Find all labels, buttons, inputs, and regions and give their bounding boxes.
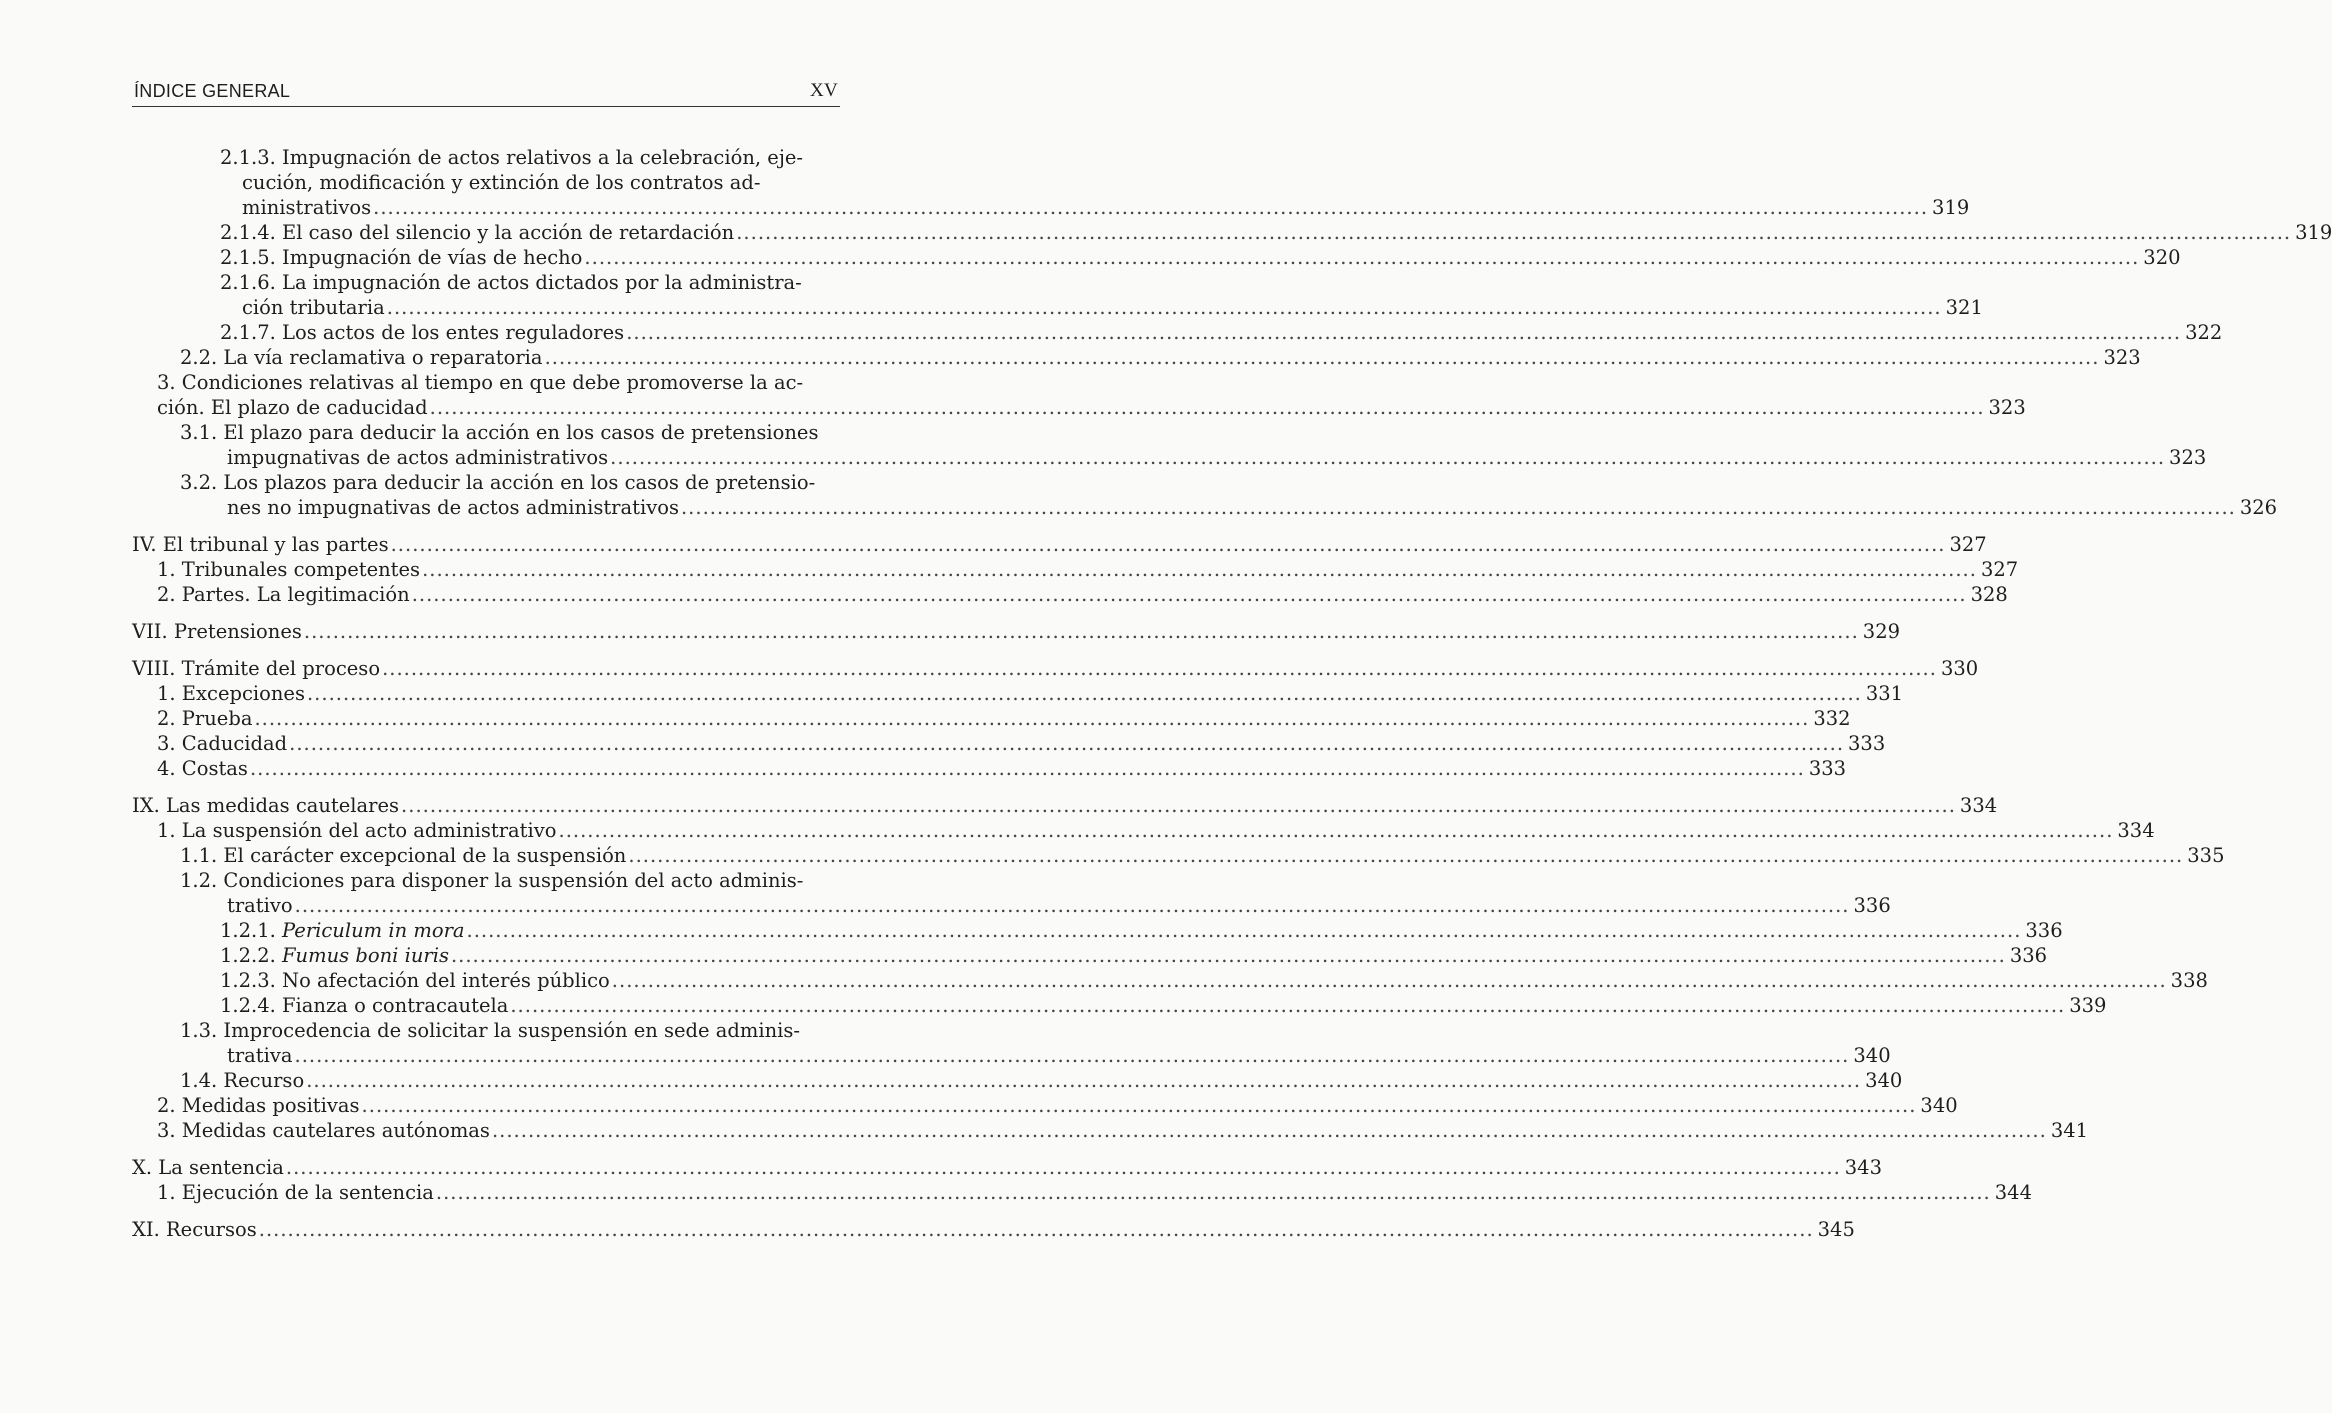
- toc-entry[interactable]: [132, 245, 2181, 270]
- toc-entry[interactable]: [132, 731, 1886, 756]
- toc-page-number: 326: [2239, 496, 2278, 519]
- toc-page-number: 320: [2143, 246, 2181, 269]
- toc-entry-label: 2. Prueba: [157, 707, 253, 730]
- header-title: ÍNDICE GENERAL: [134, 81, 291, 101]
- toc-entry-label: impugnativas de actos administrativos: [227, 446, 609, 469]
- toc-entry-number: 1.2.2.: [220, 944, 276, 967]
- toc-entry-label: 2.1.7. Los actos de los entes reguladores: [220, 321, 625, 344]
- toc-page-number: 334: [2117, 819, 2155, 842]
- dot-leader: [307, 681, 1862, 706]
- toc-entry-label: 1. Tribunales competentes: [157, 558, 421, 581]
- table-of-contents: [132, 145, 2332, 1242]
- toc-entry-text-line: 3.2. Los plazos para deducir la acción en los casos de pretensio-: [180, 471, 816, 494]
- toc-page-number: 327: [1980, 558, 2019, 581]
- toc-page-number: 323: [1988, 396, 2026, 419]
- toc-entry-label: 1.4. Recurso: [180, 1069, 305, 1092]
- dot-leader: [250, 756, 1805, 781]
- toc-page-number: 333: [1848, 732, 1886, 755]
- section-gap: [132, 1205, 840, 1217]
- dot-leader: [545, 345, 2100, 370]
- toc-entry-label: nes no impugnativas de actos administrativos: [227, 496, 679, 519]
- toc-entry-label: trativa: [227, 1044, 293, 1067]
- dot-leader: [387, 295, 1942, 320]
- dot-leader: [430, 395, 1985, 420]
- toc-entry[interactable]: [132, 220, 2332, 245]
- section-gap: [132, 781, 840, 793]
- toc-entry-label: 2. Medidas positivas: [157, 1094, 360, 1117]
- toc-entry[interactable]: [132, 918, 2063, 943]
- dot-leader: [289, 731, 1844, 756]
- toc-page-number: 328: [1970, 583, 2008, 606]
- toc-entry[interactable]: [132, 756, 1847, 781]
- toc-entry[interactable]: [132, 320, 2223, 345]
- toc-entry[interactable]: [132, 619, 1901, 644]
- toc-page-number: 340: [1853, 1044, 1891, 1067]
- dot-leader: [626, 320, 2181, 345]
- toc-entry-label: 1. La suspensión del acto administrativo: [157, 819, 557, 842]
- toc-page-number: 336: [2009, 944, 2048, 967]
- dot-leader: [451, 943, 2006, 968]
- toc-entry[interactable]: [132, 968, 2208, 993]
- toc-entry[interactable]: [132, 843, 2225, 868]
- toc-page-number: 322: [2185, 321, 2223, 344]
- toc-page-number: 329: [1862, 620, 1901, 643]
- dot-leader: [286, 1155, 1841, 1180]
- dot-leader: [612, 968, 2167, 993]
- toc-page-number: 333: [1808, 757, 1847, 780]
- toc-entry-label: X. La sentencia: [132, 1156, 284, 1179]
- toc-entry-label: 4. Costas: [157, 757, 248, 780]
- dot-leader: [422, 557, 1977, 582]
- dot-leader: [391, 532, 1946, 557]
- toc-entry[interactable]: [132, 370, 2026, 420]
- toc-entry-number: 1.2.1.: [220, 919, 276, 942]
- dot-leader: [681, 495, 2236, 520]
- toc-entry-text-line: 1.3. Improcedencia de solicitar la suspensión en sede adminis-: [180, 1019, 801, 1042]
- toc-entry[interactable]: [132, 1180, 2032, 1205]
- header-page-number: XV: [809, 80, 838, 101]
- toc-entry[interactable]: [132, 532, 1987, 557]
- toc-entry-label: 2.1.4. El caso del silencio y la acción de retardación: [220, 221, 735, 244]
- toc-entry[interactable]: [132, 420, 2207, 470]
- dot-leader: [304, 619, 1859, 644]
- toc-entry[interactable]: [132, 1018, 1891, 1068]
- toc-entry-label: ción. El plazo de caducidad: [157, 396, 428, 419]
- toc-entry[interactable]: [132, 818, 2155, 843]
- dot-leader: [295, 893, 1850, 918]
- dot-leader: [306, 1068, 1861, 1093]
- toc-entry-label: trativo: [227, 894, 293, 917]
- toc-page-number: 319: [2295, 221, 2332, 244]
- dot-leader: [736, 220, 2291, 245]
- toc-page-number: 332: [1813, 707, 1851, 730]
- toc-page-number: 335: [2187, 844, 2225, 867]
- toc-page-number: 319: [1932, 196, 1970, 219]
- dot-leader: [628, 843, 2183, 868]
- toc-entry[interactable]: [132, 793, 1998, 818]
- toc-page-number: 341: [2050, 1119, 2089, 1142]
- toc-entry-label: VIII. Trámite del proceso: [132, 657, 381, 680]
- toc-entry-text-line: 3.1. El plazo para deducir la acción en los casos de pretensiones: [180, 421, 819, 444]
- section-gap: [132, 644, 840, 656]
- toc-entry[interactable]: [132, 582, 2008, 607]
- toc-page-number: 334: [1959, 794, 1998, 817]
- dot-leader: [412, 582, 1967, 607]
- toc-entry-label: 3. Caducidad: [157, 732, 288, 755]
- dot-leader: [492, 1118, 2047, 1143]
- toc-entry[interactable]: [132, 1093, 1958, 1118]
- dot-leader: [373, 195, 1928, 220]
- toc-page-number: 323: [2103, 346, 2141, 369]
- toc-entry[interactable]: [132, 345, 2141, 370]
- toc-entry[interactable]: [132, 145, 1970, 220]
- toc-entry-label: VII. Pretensiones: [132, 620, 302, 643]
- toc-page-number: 321: [1945, 296, 1983, 319]
- toc-entry[interactable]: [132, 706, 1851, 731]
- dot-leader: [401, 793, 1956, 818]
- toc-entry-italic-title: Periculum in mora: [282, 919, 465, 942]
- dot-leader: [362, 1093, 1917, 1118]
- toc-page-number: 323: [2169, 446, 2207, 469]
- toc-entry[interactable]: [132, 1155, 1882, 1180]
- toc-page-number: 331: [1865, 682, 1904, 705]
- dot-leader: [510, 993, 2065, 1018]
- toc-page-number: 336: [1853, 894, 1891, 917]
- toc-entry-italic-title: Fumus boni iuris: [282, 944, 449, 967]
- toc-entry[interactable]: [132, 470, 2278, 520]
- toc-page-number: 339: [2069, 994, 2107, 1017]
- dot-leader: [610, 445, 2165, 470]
- toc-entry[interactable]: [132, 943, 2048, 968]
- toc-entry-label: [220, 918, 465, 943]
- toc-entry-text-line: 1.2. Condiciones para disponer la suspensión del acto adminis-: [180, 869, 804, 892]
- toc-entry-text-line: 3. Condiciones relativas al tiempo en que debe promoverse la ac-: [157, 371, 804, 394]
- section-gap: [132, 1143, 840, 1155]
- toc-page-number: 343: [1844, 1156, 1882, 1179]
- toc-page-number: 344: [1994, 1181, 2032, 1204]
- dot-leader: [467, 918, 2022, 943]
- toc-entry[interactable]: [132, 656, 1979, 681]
- toc-entry-label: 1. Ejecución de la sentencia: [157, 1181, 434, 1204]
- dot-leader: [295, 1043, 1850, 1068]
- toc-entry-label: XI. Recursos: [132, 1218, 257, 1241]
- toc-page-number: 327: [1949, 533, 1987, 556]
- toc-entry-text-line: cución, modificación y extinción de los contratos ad-: [242, 171, 761, 194]
- toc-entry[interactable]: [132, 681, 1904, 706]
- dot-leader: [559, 818, 2114, 843]
- toc-entry-label: ministrativos: [242, 196, 372, 219]
- dot-leader: [436, 1180, 1991, 1205]
- toc-entry-label: 1.2.4. Fianza o contracautela: [220, 994, 509, 1017]
- toc-entry[interactable]: [132, 993, 2107, 1018]
- toc-page-number: 330: [1940, 657, 1979, 680]
- dot-leader: [584, 245, 2139, 270]
- dot-leader: [382, 656, 1937, 681]
- toc-entry[interactable]: [132, 868, 1891, 918]
- toc-entry-label: 3. Medidas cautelares autónomas: [157, 1119, 490, 1142]
- toc-entry[interactable]: [132, 1217, 1855, 1242]
- toc-page-number: 340: [1920, 1094, 1958, 1117]
- dot-leader: [254, 706, 1809, 731]
- toc-entry-label: 2.2. La vía reclamativa o reparatoria: [180, 346, 543, 369]
- toc-entry[interactable]: [132, 1118, 2089, 1143]
- toc-entry-label: IX. Las medidas cautelares: [132, 794, 400, 817]
- section-gap: [132, 607, 840, 619]
- toc-entry[interactable]: [132, 1068, 1903, 1093]
- toc-entry[interactable]: [132, 557, 2019, 582]
- toc-page-number: 340: [1865, 1069, 1903, 1092]
- toc-entry-label: IV. El tribunal y las partes: [132, 533, 389, 556]
- dot-leader: [259, 1217, 1814, 1242]
- toc-entry-label: 2. Partes. La legitimación: [157, 583, 410, 606]
- toc-entry-label: ción tributaria: [242, 296, 385, 319]
- toc-entry-label: 1. Excepciones: [157, 682, 305, 705]
- toc-entry[interactable]: [132, 270, 1983, 320]
- toc-entry-label: 1.2.3. No afectación del interés público: [220, 969, 610, 992]
- toc-page-number: 336: [2025, 919, 2063, 942]
- toc-entry-text-line: 2.1.3. Impugnación de actos relativos a la celebración, eje-: [220, 146, 804, 169]
- toc-page-number: 338: [2170, 969, 2208, 992]
- running-header: [132, 76, 840, 107]
- toc-entry-label: [220, 943, 449, 968]
- toc-entry-text-line: 2.1.6. La impugnación de actos dictados por la administra-: [220, 271, 802, 294]
- section-gap: [132, 520, 840, 532]
- toc-entry-label: 2.1.5. Impugnación de vías de hecho: [220, 246, 583, 269]
- toc-entry-label: 1.1. El carácter excepcional de la suspensión: [180, 844, 627, 867]
- toc-page-number: 345: [1817, 1218, 1855, 1241]
